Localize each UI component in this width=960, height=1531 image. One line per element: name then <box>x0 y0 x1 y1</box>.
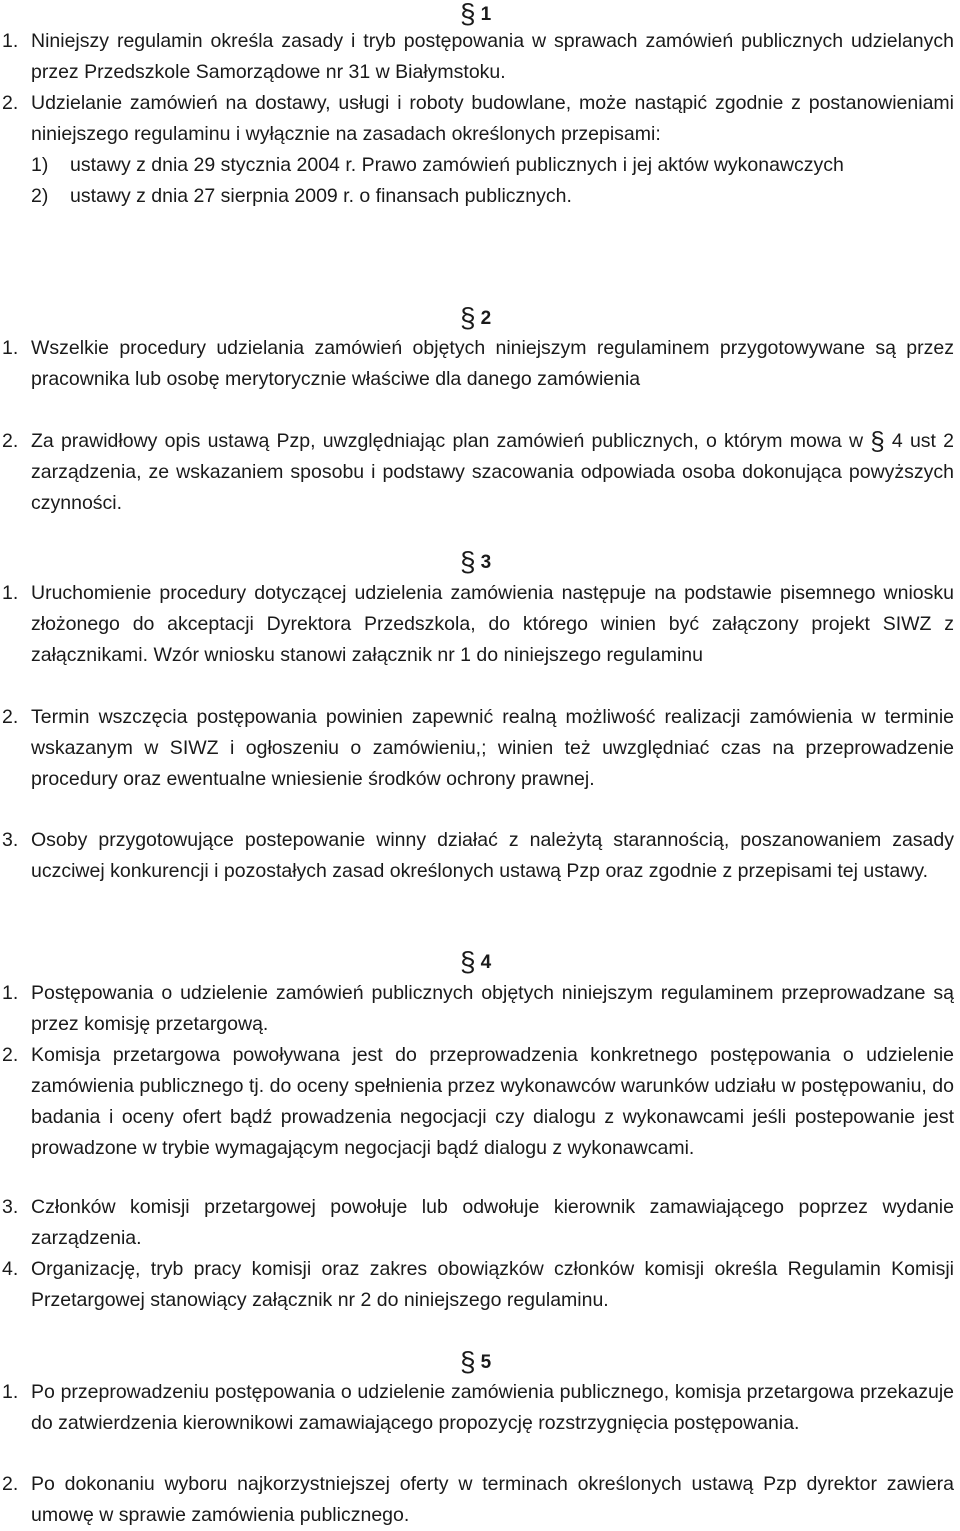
paragraph <box>2 978 954 1040</box>
paragraph-text: Uruchomienie procedury dotyczącej udzielenia zamówienia następuje na podstawie pisemnego wniosku złożonego do akceptacji Dyrektora Przedszkola, do którego winien być załączony projekt SIWZ z załącznikami. Wzór wniosku stanowi załącznik nr 1 do niniejszego regulaminu <box>31 582 954 666</box>
paragraph-text: Wszelkie procedury udzielania zamówień objętych niniejszym regulaminem przygotowywane są przez pracownika lub osobę merytorycznie właściwe dla danego zamówienia <box>31 337 954 390</box>
paragraph <box>2 578 954 671</box>
section-heading-3 <box>460 546 492 577</box>
paragraph-number: 3. <box>2 829 19 851</box>
paragraph-text: Termin wszczęcia postępowania powinien zapewnić realną możliwość realizacji zamówienia w terminie wskazanym w SIWZ i ogłoszeniu o zamówieniu,; winien też uwzględniać czas na przeprowadzenie procedury oraz ewentualne wniesienie środków ochrony prawnej. <box>31 706 954 790</box>
paragraph-number: 2. <box>2 92 19 114</box>
section-symbol: § <box>460 302 476 333</box>
paragraph-text: Postępowania o udzielenie zamówień publicznych objętych niniejszym regulaminem przeprowadzane są przez komisję przetargową. <box>31 982 954 1035</box>
paragraph <box>2 1040 954 1164</box>
section-symbol: § <box>460 946 476 977</box>
paragraph <box>2 26 954 88</box>
paragraph <box>2 88 954 212</box>
paragraph <box>2 333 954 395</box>
paragraph <box>2 1192 954 1254</box>
paragraph-number: 1. <box>2 30 19 52</box>
paragraph-number: 1. <box>2 1381 19 1403</box>
section-number: 2 <box>480 308 492 329</box>
paragraph-text: Po przeprowadzeniu postępowania o udzielenie zamówienia publicznego, komisja przetargowa przekazuje do zatwierdzenia kierownikowi zamawiającego propozycję rozstrzygnięcia postępowania. <box>31 1381 954 1434</box>
list-item <box>31 150 954 181</box>
paragraph-number: 2. <box>2 706 19 728</box>
paragraph <box>2 1377 954 1439</box>
section-number: 3 <box>480 552 492 573</box>
section-number: 5 <box>480 1352 492 1373</box>
section-heading-1 <box>460 2 491 27</box>
section-symbol: § <box>460 1346 476 1377</box>
paragraph <box>2 1469 954 1531</box>
paragraph-text: Osoby przygotowujące postepowanie winny działać z należytą starannością, poszanowaniem zasady uczciwej konkurencji i pozostałych zasad określonych ustawą Pzp oraz zgodnie z przepisami tej ustawy. <box>31 829 954 882</box>
section-heading-2 <box>460 302 492 333</box>
list-item <box>31 181 954 212</box>
paragraph-text: Członków komisji przetargowej powołuje lub odwołuje kierownik zamawiającego poprzez wydanie zarządzenia. <box>31 1196 954 1249</box>
section-symbol: § <box>460 0 476 29</box>
paragraph-text: Niniejszy regulamin określa zasady i tryb postępowania w sprawach zamówień publicznych udzielanych przez Przedszkole Samorządowe nr 31 w Białymstoku. <box>31 30 954 83</box>
paragraph <box>2 426 954 519</box>
list-item-number: 1) <box>31 154 49 176</box>
paragraph-number: 1. <box>2 982 19 1004</box>
paragraph-number: 1. <box>2 582 19 604</box>
paragraph <box>2 702 954 795</box>
paragraph-text: Po dokonaniu wyboru najkorzystniejszej oferty w terminach określonych ustawą Pzp dyrektor zawiera umowę w sprawie zamówienia publicznego. <box>31 1473 954 1526</box>
paragraph <box>2 825 954 887</box>
paragraph <box>2 1254 954 1316</box>
section-heading-5 <box>460 1346 492 1377</box>
paragraph-text: Udzielanie zamówień na dostawy, usługi i roboty budowlane, może nastąpić zgodnie z postanowieniami niniejszego regulaminu i wyłącznie na zasadach określonych przepisami: <box>31 92 954 145</box>
paragraph-text: Organizację, tryb pracy komisji oraz zakres obowiązków członków komisji określa Regulamin Komisji Przetargowej stanowiący załącznik nr 2 do niniejszego regulaminu. <box>31 1258 954 1311</box>
section-symbol: § <box>460 546 476 577</box>
paragraph-text-part: 4 ust 2 zarządzenia, ze wskazaniem sposobu i podstawy szacowania odpowiada osoba dokonująca powyższych czynności. <box>31 430 954 514</box>
section-number: 1 <box>480 4 492 25</box>
paragraph-text: Komisja przetargowa powoływana jest do przeprowadzenia konkretnego postępowania o udzielenie zamówienia publicznego tj. do oceny spełnienia przez wykonawców warunków udziału w postępowaniu, do badania i oceny ofert bądź prowadzenia negocjacji czy dialogu z wykonawcami jeśli postepowanie jest prowadzone w trybie wymagającym negocjacji bądź dialogu z wykonawcami. <box>31 1044 954 1159</box>
list-item-text: ustawy z dnia 27 sierpnia 2009 r. o finansach publicznych. <box>70 185 572 207</box>
section-heading-4 <box>460 946 492 977</box>
section-number: 4 <box>480 952 492 973</box>
paragraph-text-part: Za prawidłowy opis ustawą Pzp, uwzględniając plan zamówień publicznych, o którym mowa w <box>31 430 864 452</box>
paragraph-number: 2. <box>2 1473 19 1495</box>
paragraph-number: 2. <box>2 430 19 452</box>
section-symbol: § <box>870 426 885 456</box>
paragraph-number: 1. <box>2 337 19 359</box>
list-item-text: ustawy z dnia 29 stycznia 2004 r. Prawo zamówień publicznych i jej aktów wykonawczych <box>70 154 844 176</box>
paragraph-number: 2. <box>2 1044 19 1066</box>
paragraph-number: 4. <box>2 1258 19 1280</box>
list-item-number: 2) <box>31 185 49 207</box>
paragraph-text <box>31 426 954 519</box>
paragraph-number: 3. <box>2 1196 19 1218</box>
